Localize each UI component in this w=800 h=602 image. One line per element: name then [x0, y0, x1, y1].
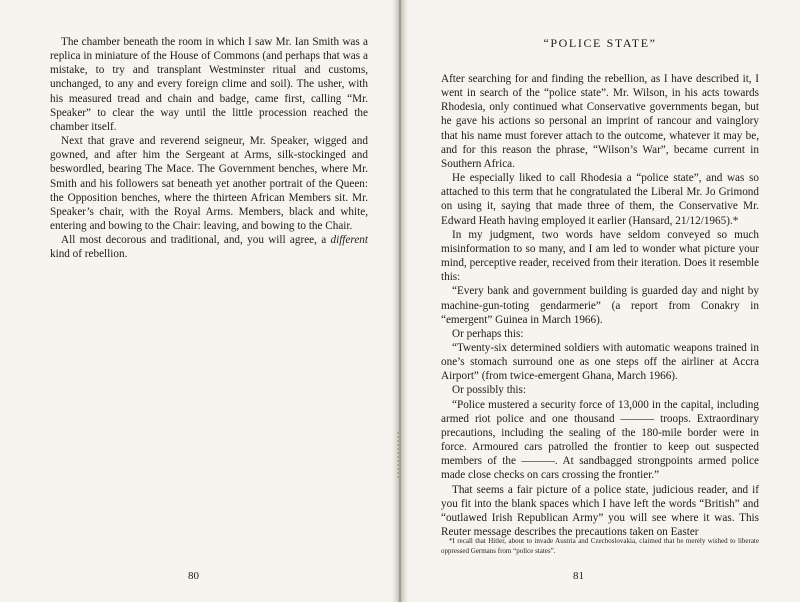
left-paragraph-3-start: All most decorous and traditional, and, you will agree, a	[61, 234, 331, 247]
right-page-body	[441, 72, 759, 539]
footnote-text: *I recall that Hitler, about to invade Austria and Czechoslovakia, claimed that he merely wished to liberate oppressed Germans from “police states”.	[441, 537, 759, 555]
binding-stitch-mark	[397, 432, 401, 480]
right-paragraph-2: He especially liked to call Rhodesia a “police state”, and was so attached to this term that he congratulated the Liberal Mr. Jo Grimond on using it, saying that made three of them, the Conservative Mr. Edward Heath having employed it earlier (Hansard, 21/12/1965).*	[441, 172, 759, 227]
quote-accra: “Twenty-six determined soldiers with automatic weapons trained in one’s stomach surround one as one steps off the airliner at Accra Airport” (from twice-emergent Ghana, March 1966).	[441, 341, 759, 383]
page-number-right: 81	[573, 570, 584, 582]
right-paragraph-1: After searching for and finding the rebellion, as I have described it, I went in search of the “police state”. Mr. Wilson, in his acts towards Rhodesia, only continued what Conservative governments began, but he gave his actions so personal an imprint of rancour and vainglory that his name must forever attach to the outcome, whatever it may be, and for this reason the phrase, “Wilson’s War”, became current in Southern Africa.	[441, 73, 759, 170]
left-paragraph-3-end: kind of rebellion.	[50, 248, 128, 261]
running-head: “POLICE STATE”	[543, 36, 657, 50]
page-number-left: 80	[188, 570, 199, 582]
left-paragraph-3	[50, 233, 368, 261]
right-paragraph-final: That seems a fair picture of a police state, judicious reader, and if you fit into the blank spaces which I have left the words “British” and “outlawed Irish Republican Army” you will see where it was. This Reuter message describes the precautions taken on Easter	[441, 483, 759, 538]
left-paragraph-2: Next that grave and reverend seigneur, Mr. Speaker, wigged and gowned, and after him the Sergeant at Arms, silk-stockinged and beswordled, bearing The Mace. The Government benches, where Mr. Smith and his followers sat beneath yet another portrait of the Queen: the Opposition benches, where the thirteen African Members sit. Mr. Speaker’s chair, with the Royal Arms. Members, black and white, entering and bowing to the Chair: leaving, and bowing to the Chair.	[50, 135, 368, 233]
footnote	[441, 537, 759, 556]
book-gutter	[392, 0, 408, 602]
left-paragraph-1: The chamber beneath the room in which I saw Mr. Ian Smith was a replica in miniature of the House of Commons (and perhaps that was a mistake, to try and transplant Westminster ritual and customs, unchanged, to any and every foreign clime and soil). The usher, with his measured tread and chain and badge, came first, calling “Mr. Speaker” to clear the way until the little procession reached the chamber itself.	[50, 36, 368, 133]
right-paragraph-3: In my judgment, two words have seldom conveyed so much misinformation to so many, and I am led to wonder what picture your mind, perceptive reader, received from their iteration. Does it resemble this:	[441, 228, 759, 284]
quote-police-mustered: “Police mustered a security force of 13,000 in the capital, including armed riot police and one thousand ——— troops. Extraordinary precautions, including the sealing of the 180-mile border were in force. Armoured cars patrolled the frontier to keep out suspected members of the ———. At sandbagged strongpoints armed police made close checks on cars crossing the frontier.”	[441, 398, 759, 482]
right-paragraph-or-perhaps: Or perhaps this:	[452, 327, 524, 340]
right-paragraph-or-possibly: Or possibly this:	[452, 384, 526, 397]
quote-conakry: “Every bank and government building is guarded day and night by machine-gun-toting gendarmerie” (a report from Conakry in “emergent” Guinea in March 1966).	[441, 285, 759, 326]
left-page-body	[50, 35, 368, 262]
emphasis-different: different	[330, 234, 368, 247]
